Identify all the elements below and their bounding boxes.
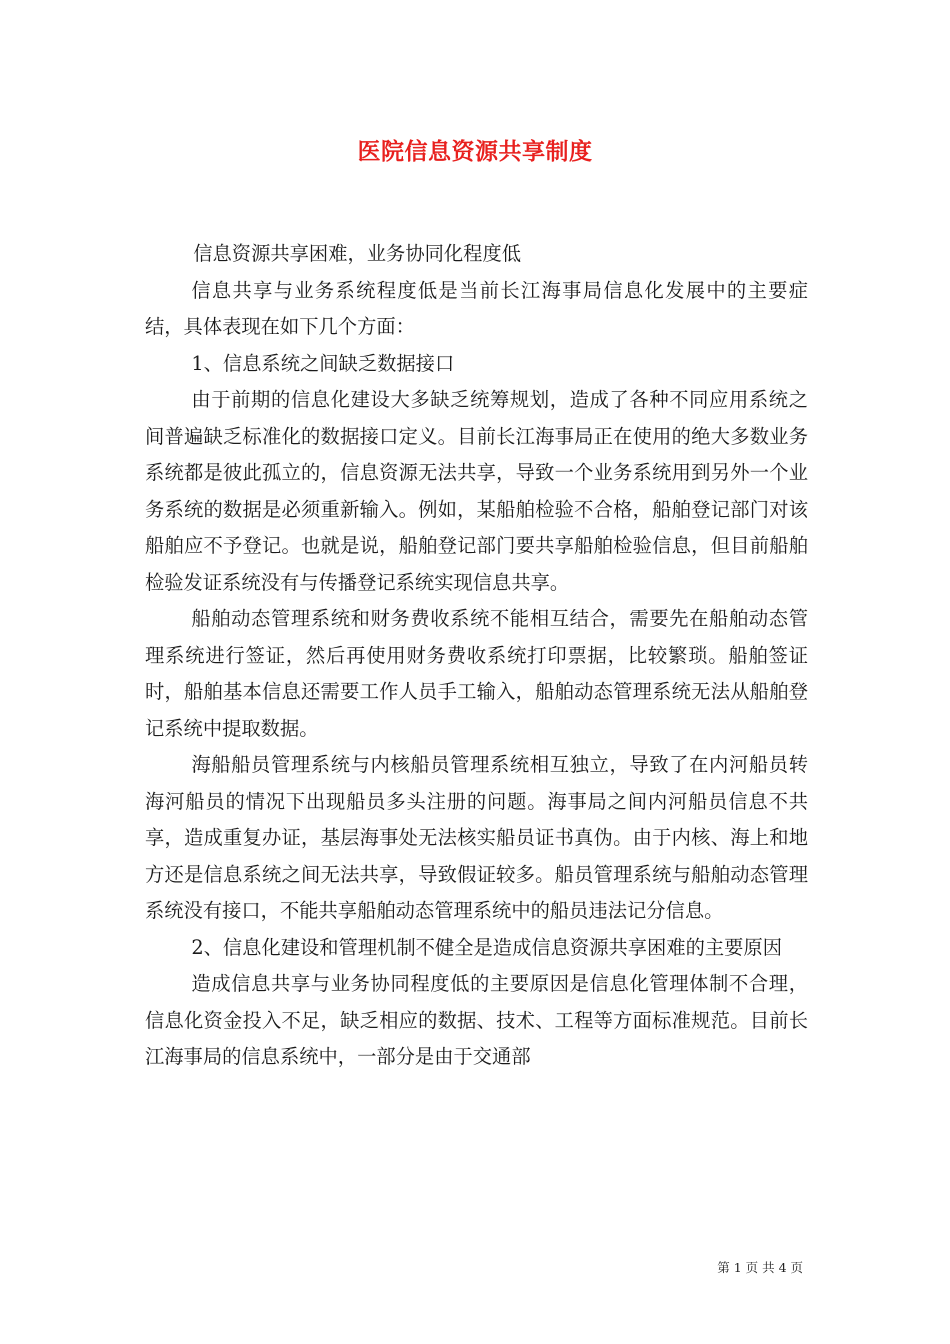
document-title: 医院信息资源共享制度 <box>357 138 593 165</box>
paragraph-interface: 由于前期的信息化建设大多缺乏统筹规划，造成了各种不同应用系统之间普遍缺乏标准化的数据接口定义。目前长江海事局正在使用的绝大多数业务系统都是彼此孤立的，信息资源无法共享，导致一个业务系统用到另外一个业务系统的数据是必须重新输入。例如，某船舶检验不合格，船舶登记部门对该船舶应不予登记。也就是说，船舶登记部门要共享船舶检验信息，但目前船舶检验发证系统没有与传播登记系统实现信息共享。 <box>145 388 808 594</box>
page-number-footer: 第 1 页 共 4 页 <box>717 1260 803 1275</box>
paragraph-subtitle: 信息资源共享困难，业务协同化程度低 <box>193 242 522 265</box>
paragraph-dynamic-management: 船舶动态管理系统和财务费收系统不能相互结合，需要先在船舶动态管理系统进行签证，然后再使用财务费收系统打印票据，比较繁琐。船舶签证时，船舶基本信息还需要工作人员手工输入，船舶动态管理系统无法从船舶登记系统中提取数据。 <box>145 607 808 740</box>
section-heading-1: 1、信息系统之间缺乏数据接口 <box>191 351 455 375</box>
paragraph-crew-management: 海船船员管理系统与内核船员管理系统相互独立，导致了在内河船员转海河船员的情况下出现船员多头注册的问题。海事局之间内河船员信息不共享，造成重复办证，基层海事处无法核实船员证书真伪。由于内核、海上和地方还是信息系统之间无法共享，导致假证较多。船员管理系统与船舶动态管理系统没有接口，不能共享船舶动态管理系统中的船员违法记分信息。 <box>145 753 808 922</box>
paragraph-causes: 造成信息共享与业务协同程度低的主要原因是信息化管理体制不合理，信息化资金投入不足，缺乏相应的数据、技术、工程等方面标准规范。目前长江海事局的信息系统中，一部分是由于交通部 <box>145 972 808 1068</box>
paragraph-intro: 信息共享与业务系统程度低是当前长江海事局信息化发展中的主要症结，具体表现在如下几个方面： <box>145 278 808 338</box>
section-heading-2: 2、信息化建设和管理机制不健全是造成信息资源共享困难的主要原因 <box>191 935 783 959</box>
document-body <box>145 236 808 1076</box>
